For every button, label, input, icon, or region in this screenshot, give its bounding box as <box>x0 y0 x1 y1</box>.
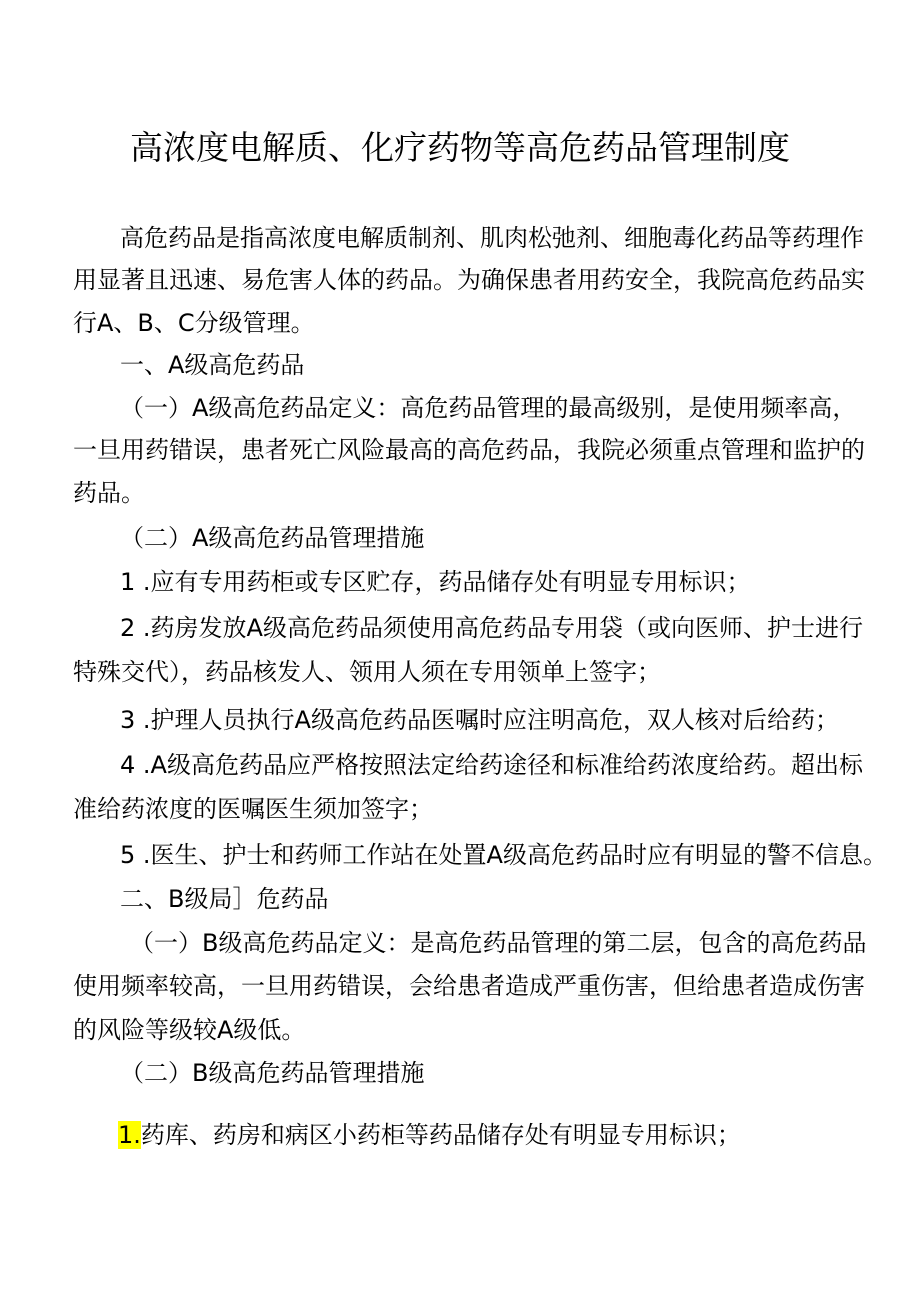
section-b-measure-1-text: 药库、药房和病区小药柜等药品储存处有明显专用标识； <box>140 1121 741 1149</box>
section-a-measure-4-line-2: 准给药浓度的医嘱医生须加签字； <box>73 795 433 823</box>
section-b-measures-heading: （二）B级高危药品管理措施 <box>120 1059 425 1087</box>
section-a-measure-3: 3 .护理人员执行A级高危药品医嘱时应注明高危，双人核对后给药； <box>120 706 839 734</box>
document-title: 高浓度电解质、化疗药物等高危药品管理制度 <box>130 128 790 167</box>
section-a-measure-4-line-1: 4 .A级高危药品应严格按照法定给药途径和标准给药浓度给药。超出标 <box>120 751 863 779</box>
intro-line-3: 行A、B、C分级管理。 <box>73 309 315 337</box>
section-a-measure-1: 1 .应有专用药柜或专区贮存，药品储存处有明显专用标识； <box>120 568 751 596</box>
intro-line-1: 高危药品是指高浓度电解质制剂、肌肉松弛剂、细胞毒化药品等药理作 <box>120 224 864 252</box>
section-a-heading: 一、A级高危药品 <box>120 351 305 379</box>
section-a-definition-line-2: 一旦用药错误，患者死亡风险最高的高危药品，我院必须重点管理和监护的 <box>73 436 865 464</box>
section-a-measure-2-line-1: 2 .药房发放A级高危药品须使用高危药品专用袋（或向医师、护士进行 <box>120 614 863 642</box>
section-b-definition-line-2: 使用频率较高，一旦用药错误，会给患者造成严重伤害，但给患者造成伤害 <box>73 972 865 1000</box>
section-b-definition-line-3: 的风险等级较A级低。 <box>73 1016 306 1044</box>
section-a-definition-line-1: （一）A级高危药品定义：高危药品管理的最高级别，是使用频率高， <box>120 394 857 422</box>
section-a-definition-line-3: 药品。 <box>73 479 145 507</box>
section-b-heading: 二、B级局］危药品 <box>120 885 329 913</box>
section-a-measure-2-line-2: 特殊交代），药品核发人、领用人须在专用领单上签字； <box>73 658 661 686</box>
section-b-definition-line-1: （一）B级高危药品定义：是高危药品管理的第二层，包含的高危药品 <box>130 929 867 957</box>
section-b-measure-1 <box>118 1120 741 1150</box>
section-a-measure-5: 5 .医生、护士和药师工作站在处置A级高危药品时应有明显的警不信息。 <box>120 841 887 869</box>
section-a-measures-heading: （二）A级高危药品管理措施 <box>120 524 425 552</box>
intro-line-2: 用显著且迅速、易危害人体的药品。为确保患者用药安全，我院高危药品实 <box>73 266 865 294</box>
highlighted-number: 1. <box>118 1121 141 1149</box>
